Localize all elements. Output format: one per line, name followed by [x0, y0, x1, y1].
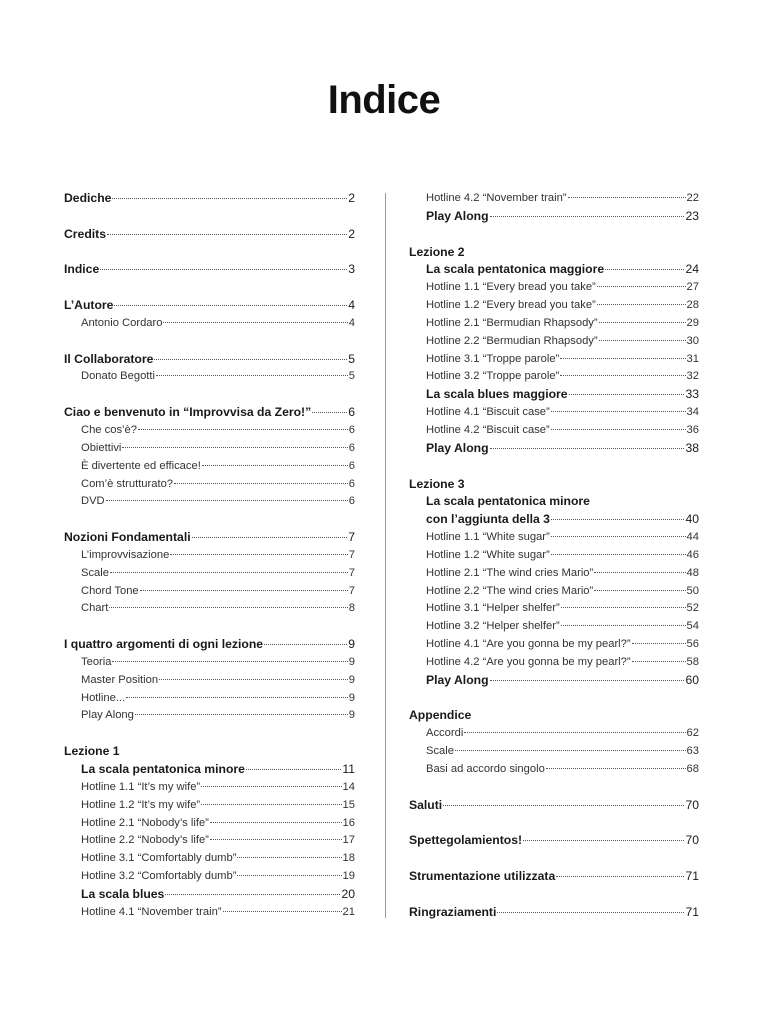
toc-entry-label: Hotline 4.2 “November train” [426, 192, 567, 204]
toc-leader-dots [594, 590, 685, 591]
toc-entry-hotline-3-2-comfortably-dumb[interactable] [64, 868, 355, 886]
toc-heading-lezione-1: Lezione 1 [64, 744, 120, 759]
toc-leader-dots [632, 643, 686, 644]
toc-page-number: 6 [348, 441, 355, 454]
toc-entry-ciao-e-benvenuto-in-improvvisa-da-zero[interactable] [64, 404, 355, 422]
toc-entry-hotline-4-2-biscuit-case[interactable] [409, 422, 699, 440]
toc-entry-che-cos-e[interactable] [64, 422, 355, 440]
toc-leader-dots [140, 590, 348, 591]
toc-entry-label: Hotline 3.2 “Troppe parole” [426, 370, 560, 383]
toc-leader-dots [599, 340, 686, 341]
toc-leader-dots [605, 269, 684, 270]
toc-entry-label: La scala pentatonica maggiore [426, 262, 605, 277]
toc-entry-label: DVD [81, 495, 105, 508]
toc-entry-chord-tone[interactable] [64, 583, 355, 601]
toc-page-number: 58 [686, 655, 699, 668]
toc-entry-hotline-1-2-it-s-my-wife[interactable] [64, 797, 355, 815]
toc-page-number: 9 [348, 637, 355, 652]
page-title: Indice [327, 78, 441, 122]
toc-leader-dots [556, 876, 684, 877]
toc-entry-la-scala-pentatonica-minore[interactable] [64, 761, 355, 779]
toc-entry-label: Nozioni Fondamentali [64, 530, 191, 545]
toc-entry-hotline-2-1-the-wind-cries-mario[interactable] [409, 565, 699, 583]
toc-entry-label: Ringraziamenti [409, 904, 497, 919]
toc-page-number: 6 [348, 423, 355, 436]
toc-entry-label: Hotline 3.1 “Comfortably dumb” [81, 852, 237, 865]
toc-page-number: 71 [685, 904, 699, 919]
toc-page-number: 28 [686, 299, 699, 312]
toc-page-number: 20 [341, 886, 355, 901]
toc-entry-chart[interactable] [64, 600, 355, 618]
toc-entry-label: Scale [81, 566, 109, 579]
toc-entry-label: Il Collaboratore [64, 351, 154, 366]
toc-page-number: 70 [685, 833, 699, 848]
toc-entry-label: Hotline 1.2 “Every bread you take” [426, 299, 596, 312]
toc-entry-donato-begotti[interactable] [64, 368, 355, 386]
toc-entry-label: Hotline 2.1 “Bermudian Rhapsody” [426, 316, 598, 329]
toc-page-number: 60 [685, 672, 699, 687]
toc-page-number: 63 [686, 745, 699, 758]
toc-page-number: 40 [685, 512, 699, 527]
toc-entry-hotline-2-2-the-wind-cries-mario[interactable] [409, 583, 699, 601]
toc-entry-i-quattro-argomenti-di-ogni-lezione[interactable] [64, 636, 355, 654]
toc-leader-dots [632, 661, 686, 662]
toc-leader-dots [455, 750, 686, 751]
toc-page-number: 7 [348, 584, 355, 597]
toc-page-number: 6 [348, 495, 355, 508]
toc-entry-hotline-2-2-nobody-s-life[interactable] [64, 832, 355, 850]
toc-entry-label: La scala blues [81, 886, 165, 901]
toc-entry-hotline-4-1-biscuit-case[interactable] [409, 404, 699, 422]
toc-leader-dots [246, 769, 341, 770]
toc-entry-hotline-3-1-comfortably-dumb[interactable] [64, 850, 355, 868]
toc-entry-scale[interactable] [64, 565, 355, 583]
toc-entry-teoria[interactable] [64, 654, 355, 672]
toc-page-number: 17 [342, 834, 355, 847]
toc-entry-play-along[interactable] [409, 672, 699, 690]
toc-page-number: 33 [685, 387, 699, 402]
toc-leader-dots [109, 607, 347, 608]
toc-leader-dots [551, 429, 686, 430]
toc-leader-dots [210, 839, 342, 840]
toc-entry-e-divertente-ed-efficace[interactable] [64, 458, 355, 476]
toc-entry-label: Hotline 2.2 “Nobody’s life” [81, 834, 209, 847]
toc-entry-antonio-cordaro[interactable] [64, 315, 355, 333]
toc-leader-dots [237, 875, 341, 876]
toc-entry-label: Hotline 4.1 “Biscuit case” [426, 406, 550, 419]
toc-entry-label: Obiettivi [81, 441, 122, 454]
toc-entry-label: Saluti [409, 797, 443, 812]
toc-entry-hotline-4-1-are-you-gonna-be-my-pearl[interactable] [409, 636, 699, 654]
toc-entry-basi-ad-accordo-singolo[interactable] [409, 761, 699, 779]
toc-entry-la-scala-blues-maggiore[interactable] [409, 386, 699, 404]
toc-leader-dots [138, 429, 348, 430]
toc-leader-dots [154, 359, 347, 360]
toc-entry-indice[interactable] [64, 261, 355, 279]
toc-page-number: 15 [342, 798, 355, 811]
toc-page-number: 9 [348, 709, 355, 722]
toc-entry-la-scala-blues[interactable] [64, 886, 355, 904]
toc-leader-dots [122, 447, 347, 448]
toc-leader-dots [170, 554, 347, 555]
toc-leader-dots [210, 822, 342, 823]
toc-page-number: 22 [686, 192, 699, 204]
toc-entry-label: Play Along [426, 208, 489, 223]
toc-page-number: 68 [686, 763, 699, 775]
toc-entry-label: Hotline 2.2 “Bermudian Rhapsody” [426, 334, 598, 347]
toc-page-number: 4 [348, 316, 355, 329]
toc-leader-dots [523, 840, 684, 841]
toc-page-number: 11 [342, 762, 355, 776]
toc-page-number: 9 [348, 655, 355, 668]
toc-page-number: 3 [348, 262, 355, 277]
toc-leader-dots [551, 554, 686, 555]
toc-page-number: 46 [686, 548, 699, 561]
toc-leader-dots [163, 322, 347, 323]
toc-page-number: 27 [686, 281, 699, 294]
toc-page-number: 30 [686, 334, 699, 347]
toc-entry-play-along[interactable] [64, 707, 355, 725]
toc-page-number: 5 [348, 370, 355, 383]
toc-entry-spettegolamientos[interactable] [409, 832, 699, 850]
toc-entry-ringraziamenti[interactable] [409, 904, 699, 922]
toc-entry-label: Hotline 3.1 “Helper shelfer” [426, 602, 560, 615]
toc-page-number: 48 [686, 566, 699, 579]
toc-entry-label: Hotline 3.2 “Comfortably dumb” [81, 870, 237, 883]
toc-page-number: 36 [686, 423, 699, 436]
toc-entry-label: con l’aggiunta della 3 [426, 512, 550, 527]
toc-entry-hotline-4-1-november-train[interactable] [64, 904, 355, 922]
toc-page-number: 24 [685, 262, 699, 277]
toc-leader-dots [594, 572, 685, 573]
toc-entry-label: Antonio Cordaro [81, 316, 163, 329]
toc-entry-hotline-3-1-troppe-parole[interactable] [409, 351, 699, 369]
toc-entry-label: Com’è strutturato? [81, 477, 174, 490]
toc-page-number: 62 [686, 727, 699, 740]
toc-entry-saluti[interactable] [409, 797, 699, 815]
toc-entry-label: Che cos’è? [81, 423, 137, 436]
toc-entry-label: Hotline 2.1 “Nobody’s life” [81, 816, 209, 829]
toc-leader-dots [551, 519, 685, 520]
toc-entry-obiettivi[interactable] [64, 440, 355, 458]
toc-page-number: 32 [686, 370, 699, 383]
toc-entry-hotline-2-2-bermudian-rhapsody[interactable] [409, 333, 699, 351]
toc-entry-con-l-aggiunta-della-3[interactable] [409, 511, 699, 529]
toc-entry-label: Hotline 2.1 “The wind cries Mario” [426, 566, 594, 579]
toc-entry-label: Hotline 1.1 “It’s my wife” [81, 780, 201, 793]
toc-leader-dots [112, 198, 347, 199]
toc-page-number: 56 [686, 638, 699, 651]
toc-leader-dots [568, 197, 686, 198]
toc-page-number: 5 [348, 351, 355, 366]
toc-entry-label: Chart [81, 602, 109, 615]
toc-leader-dots [264, 644, 347, 645]
toc-leader-dots [114, 305, 347, 306]
toc-page-number: 6 [348, 459, 355, 472]
toc-entry-credits[interactable] [64, 226, 355, 244]
toc-leader-dots [597, 286, 686, 287]
toc-entry-label: Hotline... [81, 691, 126, 704]
toc-leader-dots [312, 412, 347, 413]
toc-entry-hotline-1-1-it-s-my-wife[interactable] [64, 779, 355, 797]
toc-entry-label: Play Along [81, 709, 134, 722]
toc-entry-play-along[interactable] [409, 440, 699, 458]
toc-leader-dots [497, 912, 684, 913]
toc-entry-hotline-1-1-every-bread-you-take[interactable] [409, 279, 699, 297]
toc-entry-hotline-3-2-troppe-parole[interactable] [409, 368, 699, 386]
toc-entry-label: Hotline 1.1 “White sugar” [426, 531, 550, 544]
column-divider [385, 193, 386, 918]
toc-page-number: 18 [342, 852, 355, 865]
toc-leader-dots [490, 680, 685, 681]
toc-page-number: 6 [348, 477, 355, 490]
toc-entry-label: La scala blues maggiore [426, 387, 568, 402]
toc-entry-label: Hotline 4.2 “Are you gonna be my pearl?” [426, 655, 631, 668]
toc-leader-dots [201, 804, 341, 805]
toc-entry-label: La scala pentatonica minore [81, 762, 245, 776]
toc-entry-hotline-1-2-every-bread-you-take[interactable] [409, 297, 699, 315]
toc-leader-dots [569, 394, 685, 395]
toc-entry-label: Ciao e benvenuto in “Improvvisa da Zero!” [64, 405, 312, 420]
toc-leader-dots [561, 625, 686, 626]
toc-entry-label: Chord Tone [81, 584, 139, 597]
toc-entry-label: Play Along [426, 440, 489, 455]
toc-page-number: 2 [348, 191, 355, 205]
toc-entry-label: Hotline 2.2 “The wind cries Mario” [426, 584, 594, 597]
toc-entry-label: Dediche [64, 191, 112, 205]
toc-page-number: 7 [348, 530, 355, 545]
toc-entry-master-position[interactable] [64, 672, 355, 690]
toc-heading-lezione-3: Lezione 3 [409, 476, 465, 491]
toc-page-number: 50 [686, 584, 699, 597]
toc-leader-dots [561, 607, 686, 608]
toc-entry-label: Hotline 1.1 “Every bread you take” [426, 281, 596, 294]
toc-leader-dots [201, 786, 341, 787]
toc-page-number: 2 [348, 226, 355, 241]
toc-page-number: 4 [348, 298, 355, 313]
toc-leader-dots [443, 805, 684, 806]
toc-entry-label: Teoria [81, 655, 112, 668]
toc-entry-l-autore[interactable] [64, 297, 355, 315]
toc-leader-dots [597, 304, 686, 305]
toc-leader-dots [192, 537, 348, 538]
toc-leader-dots [560, 375, 685, 376]
toc-leader-dots [560, 358, 685, 359]
toc-entry-hotline-4-2-november-train[interactable] [409, 190, 699, 208]
toc-leader-dots [126, 697, 348, 698]
toc-entry-nozioni-fondamentali[interactable] [64, 529, 355, 547]
toc-entry-label: Scale [426, 745, 454, 758]
toc-page-number: 23 [685, 208, 699, 223]
toc-column-right [409, 190, 699, 922]
toc-heading-lezione-2: Lezione 2 [409, 244, 465, 259]
toc-entry-label: Strumentazione utilizzata [409, 869, 556, 884]
toc-entry-hotline-2-1-nobody-s-life[interactable] [64, 815, 355, 833]
toc-entry-hotline-1-2-white-sugar[interactable] [409, 547, 699, 565]
toc-leader-dots [237, 857, 341, 858]
toc-entry-hotline-2-1-bermudian-rhapsody[interactable] [409, 315, 699, 333]
toc-entry-label: Hotline 1.2 “White sugar” [426, 548, 550, 561]
toc-entry-label: L’improvvisazione [81, 548, 170, 561]
toc-page-number: 9 [348, 691, 355, 704]
toc-leader-dots [551, 536, 686, 537]
toc-leader-dots [106, 500, 348, 501]
toc-entry-label: L’Autore [64, 298, 114, 313]
toc-leader-dots [551, 411, 686, 412]
toc-entry-hotline-3-1-helper-shelfer[interactable] [409, 600, 699, 618]
toc-page-number: 16 [342, 816, 355, 829]
toc-page-number: 19 [342, 870, 355, 883]
toc-page-number: 38 [685, 440, 699, 455]
toc-entry-la-scala-pentatonica-maggiore[interactable] [409, 261, 699, 279]
toc-entry-dvd[interactable] [64, 493, 355, 511]
toc-page-number: 9 [348, 673, 355, 686]
toc-page-number: 70 [685, 797, 699, 812]
toc-leader-dots [100, 269, 347, 270]
toc-heading-appendice: Appendice [409, 708, 472, 723]
toc-leader-dots [223, 911, 342, 912]
toc-entry-label: Indice [64, 262, 100, 277]
toc-leader-dots [110, 572, 348, 573]
toc-entry-label: Credits [64, 226, 106, 241]
toc-page-number: 44 [686, 531, 699, 544]
toc-entry-label: Hotline 3.2 “Helper shelfer” [426, 620, 560, 633]
toc-page-number: 7 [348, 548, 355, 561]
toc-page-number: 6 [348, 405, 355, 420]
toc-leader-dots [159, 679, 348, 680]
toc-entry-dediche[interactable] [64, 190, 355, 208]
toc-page-number: 71 [685, 869, 699, 884]
toc-entry-label: Hotline 4.2 “Biscuit case” [426, 423, 550, 436]
toc-leader-dots [165, 894, 340, 895]
toc-entry-hotline[interactable] [64, 690, 355, 708]
toc-entry-l-improvvisazione[interactable] [64, 547, 355, 565]
toc-entry-label: Spettegolamientos! [409, 833, 523, 848]
toc-leader-dots [156, 375, 348, 376]
toc-entry-label: Hotline 1.2 “It’s my wife” [81, 798, 201, 811]
toc-entry-scale[interactable] [409, 743, 699, 761]
toc-page-number: 21 [342, 905, 355, 918]
toc-page-number: 54 [686, 620, 699, 633]
toc-page-number: 29 [686, 316, 699, 329]
toc-entry-label: I quattro argomenti di ogni lezione [64, 637, 264, 652]
toc-page-number: 52 [686, 602, 699, 615]
toc-entry-accordi[interactable] [409, 725, 699, 743]
toc-entry-label: Hotline 3.1 “Troppe parole” [426, 352, 560, 365]
toc-leader-dots [599, 322, 686, 323]
toc-heading-la-scala-pentatonica-minore: La scala pentatonica minore [426, 494, 590, 509]
toc-page-number: 31 [686, 352, 699, 365]
toc-leader-dots [464, 732, 685, 733]
toc-entry-label: Play Along [426, 672, 489, 687]
toc-page-number: 34 [686, 406, 699, 419]
toc-leader-dots [107, 234, 347, 235]
toc-entry-label: Hotline 4.1 “Are you gonna be my pearl?” [426, 638, 631, 651]
toc-entry-com-e-strutturato[interactable] [64, 476, 355, 494]
toc-leader-dots [174, 483, 348, 484]
toc-page-number: 14 [342, 780, 355, 793]
toc-entry-label: È divertente ed efficace! [81, 459, 201, 472]
toc-leader-dots [202, 465, 348, 466]
toc-entry-label: Donato Begotti [81, 370, 156, 383]
toc-entry-play-along[interactable] [409, 208, 699, 226]
toc-page-number: 7 [348, 566, 355, 579]
toc-leader-dots [546, 768, 686, 769]
toc-entry-label: Master Position [81, 673, 159, 686]
toc-entry-strumentazione-utilizzata[interactable] [409, 868, 699, 886]
toc-entry-label: Accordi [426, 727, 464, 740]
toc-column-left [64, 190, 355, 922]
toc-leader-dots [112, 661, 347, 662]
toc-entry-hotline-4-2-are-you-gonna-be-my-pearl[interactable] [409, 654, 699, 672]
toc-leader-dots [135, 714, 348, 715]
toc-entry-hotline-1-1-white-sugar[interactable] [409, 529, 699, 547]
toc-entry-label: Basi ad accordo singolo [426, 763, 545, 775]
toc-entry-il-collaboratore[interactable] [64, 351, 355, 369]
toc-entry-hotline-3-2-helper-shelfer[interactable] [409, 618, 699, 636]
toc-leader-dots [490, 216, 685, 217]
toc-leader-dots [490, 448, 685, 449]
toc-page-number: 8 [348, 602, 355, 615]
toc-entry-label: Hotline 4.1 “November train” [81, 905, 222, 918]
